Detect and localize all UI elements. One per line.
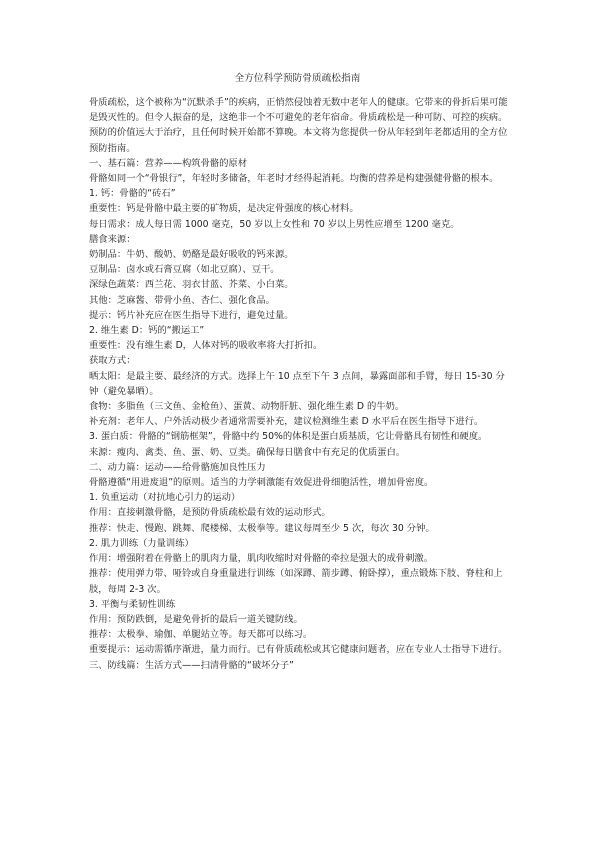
paragraph: 重要性：没有维生素 D，人体对钙的吸收率将大打折扣。 <box>89 340 323 352</box>
paragraph: 豆制品：卤水或石膏豆腐（如北豆腐）、豆干。 <box>89 264 280 276</box>
paragraph: 奶制品：牛奶、酸奶、奶酪是最好吸收的钙来源。 <box>89 249 294 261</box>
paragraph: 作用：增强附着在骨骼上的肌肉力量，肌肉收缩时对骨骼的牵拉是强大的成骨刺激。 <box>89 553 433 565</box>
paragraph: 推荐：快走、慢跑、跳舞、爬楼梯、太极拳等。建议每周至少 5 次，每次 30 分钟。 <box>89 522 435 534</box>
paragraph: 重要提示：运动需循序渐进，量力而行。已有骨质疏松或其它健康问题者，应在专业人士指导下进行。 <box>89 644 508 656</box>
paragraph: 三、防线篇：生活方式——扫清骨骼的“破坏分子” <box>89 659 294 671</box>
paragraph: 二、动力篇：运动——给骨骼施加良性压力 <box>89 461 266 473</box>
paragraph: 获取方式： <box>89 355 136 367</box>
paragraph: 重要性：钙是骨骼中最主要的矿物质，是决定骨强度的核心材料。 <box>89 203 359 215</box>
paragraph: 3. 蛋白质：骨骼的“钢筋框架”，骨骼中约 50%的体积是蛋白质基质，它让骨骼具有韧性和硬度。 <box>89 431 488 443</box>
paragraph: 骨质疏松，这个被称为“沉默杀手”的疾病，正悄然侵蚀着无数中老年人的健康。它带来的骨折后果可能是毁灭性的。但令人振奋的是，这绝非一个不可避免的老年宿命。骨质疏松是一种可防、可控的疾病。预防的价值远大于治疗，且任何时候开始都不算晚。本文将为您提供一份从年轻到年老都适用的全方位预防指南。 <box>89 97 508 154</box>
paragraph: 补充剂：老年人、户外活动极少者通常需要补充，建议检测维生素 D 水平后在医生指导下进行。 <box>89 416 484 428</box>
paragraph: 2. 维生素 D：钙的“搬运工” <box>89 325 205 337</box>
paragraph: 其他：芝麻酱、带骨小鱼、杏仁、强化食品。 <box>89 294 275 306</box>
document-body <box>89 95 509 673</box>
paragraph: 骨骼如同一个“骨银行”，年轻时多储备，年老时才经得起消耗。均衡的营养是构建强健骨骼的根本。 <box>89 173 499 185</box>
paragraph: 推荐：使用弹力带、哑铃或自身重量进行训练（如深蹲、箭步蹲、俯卧撑），重点锻炼下肢、脊柱和上肢，每周 2-3 次。 <box>89 568 503 595</box>
paragraph: 膳食来源： <box>89 233 136 245</box>
paragraph: 每日需求：成人每日需 1000 毫克，50 岁以上女性和 70 岁以上男性应增至 1200 毫克。 <box>89 218 460 230</box>
paragraph: 1. 负重运动（对抗地心引力的运动） <box>89 492 241 504</box>
paragraph: 一、基石篇：营养——构筑骨骼的原材 <box>89 157 248 169</box>
paragraph: 推荐：太极拳、瑜伽、单腿站立等。每天都可以练习。 <box>89 629 313 641</box>
paragraph: 2. 肌力训练（力量训练） <box>89 537 194 549</box>
paragraph: 1. 钙：骨骼的“砖石” <box>89 188 176 200</box>
paragraph: 骨骼遵循“用进废退”的原则。适当的力学刺激能有效促进骨细胞活性，增加骨密度。 <box>89 477 434 489</box>
paragraph: 晒太阳：是最主要、最经济的方式。选择上午 10 点至下午 3 点间，暴露面部和手臂，每日 15-30 分钟（避免暴晒）。 <box>89 370 505 397</box>
paragraph: 作用：直接刺激骨骼，是预防骨质疏松最有效的运动形式。 <box>89 507 331 519</box>
paragraph: 作用：预防跌倒，是避免骨折的最后一道关键防线。 <box>89 613 303 625</box>
paragraph: 3. 平衡与柔韧性训练 <box>89 598 176 610</box>
document-title: 全方位科学预防骨质疏松指南 <box>234 73 361 84</box>
paragraph: 提示：钙片补充应在医生指导下进行，避免过量。 <box>89 309 294 321</box>
paragraph: 食物：多脂鱼（三文鱼、金枪鱼）、蛋黄、动物肝脏、强化维生素 D 的牛奶。 <box>89 401 405 413</box>
paragraph: 深绿色蔬菜：西兰花、羽衣甘蓝、芥菜、小白菜。 <box>89 279 294 291</box>
paragraph: 来源：瘦肉、禽类、鱼、蛋、奶、豆类。确保每日膳食中有充足的优质蛋白。 <box>89 446 406 458</box>
